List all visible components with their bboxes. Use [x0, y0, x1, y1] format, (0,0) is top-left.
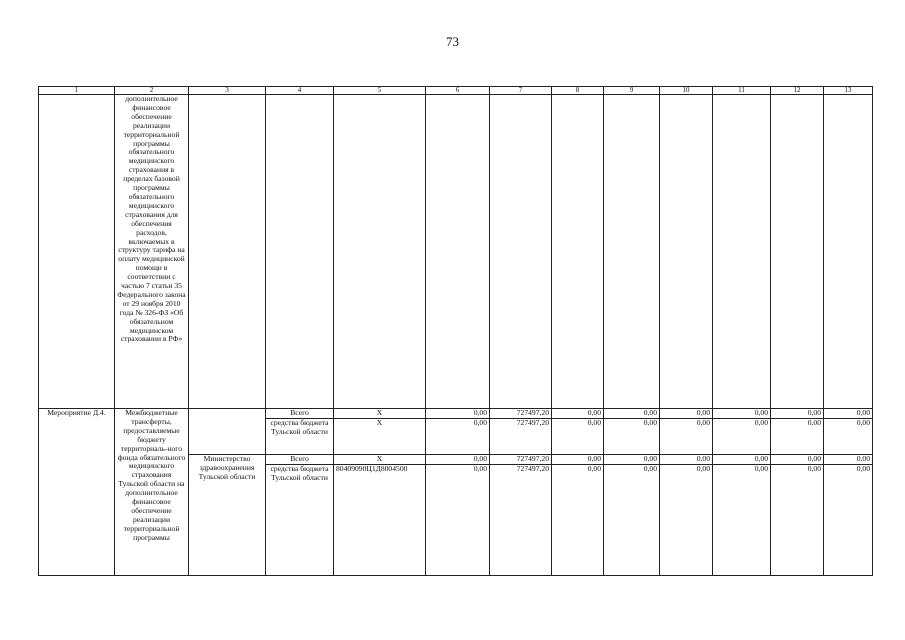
budget-table [38, 86, 873, 576]
value-cell: 0,00 [552, 419, 604, 455]
table-cell [39, 95, 115, 409]
code-cell: X [334, 409, 426, 419]
table-cell [771, 95, 824, 409]
column-header: 13 [824, 87, 873, 95]
column-header: 12 [771, 87, 824, 95]
column-header: 4 [266, 87, 334, 95]
column-header: 3 [189, 87, 266, 95]
value-cell: 0,00 [771, 455, 824, 465]
value-cell: 0,00 [660, 409, 713, 419]
code-cell: X [334, 455, 426, 465]
value-cell: 727497,20 [490, 419, 552, 455]
source-cell: Всего [266, 455, 334, 465]
table-row [39, 409, 873, 419]
column-header: 7 [490, 87, 552, 95]
value-cell: 0,00 [771, 465, 824, 576]
executor-cell [189, 409, 266, 455]
value-cell: 0,00 [604, 465, 660, 576]
value-cell: 727497,20 [490, 465, 552, 576]
page-number: 73 [446, 34, 459, 49]
value-cell: 0,00 [604, 455, 660, 465]
value-cell: 0,00 [824, 409, 873, 419]
column-header: 10 [660, 87, 713, 95]
source-cell: Всего [266, 409, 334, 419]
value-cell: 0,00 [713, 465, 771, 576]
value-cell: 0,00 [824, 465, 873, 576]
column-header: 1 [39, 87, 115, 95]
value-cell: 0,00 [713, 409, 771, 419]
column-header: 9 [604, 87, 660, 95]
value-cell: 0,00 [604, 409, 660, 419]
continuation-row [39, 95, 873, 409]
value-cell: 0,00 [604, 419, 660, 455]
value-cell: 0,00 [660, 419, 713, 455]
table-cell [604, 95, 660, 409]
table-cell [426, 95, 490, 409]
value-cell: 0,00 [660, 465, 713, 576]
measure-description: Межбюджетные трансферты, предоставляемые бюджету территориаль-ного фонда обязательного медицинского страхования Тульской области на дополнительное финансовое обеспечение реализации территориальной программы [115, 409, 189, 576]
value-cell: 0,00 [771, 419, 824, 455]
column-header: 5 [334, 87, 426, 95]
table-cell [490, 95, 552, 409]
value-cell: 727497,20 [490, 409, 552, 419]
column-header: 2 [115, 87, 189, 95]
value-cell: 0,00 [824, 455, 873, 465]
table-cell [334, 95, 426, 409]
table-cell [552, 95, 604, 409]
value-cell: 0,00 [552, 465, 604, 576]
value-cell: 0,00 [824, 419, 873, 455]
value-cell: 0,00 [713, 419, 771, 455]
table-cell [189, 95, 266, 409]
value-cell: 0,00 [771, 409, 824, 419]
code-cell: 80409090Ц1Д8004500 [334, 465, 426, 576]
column-header: 11 [713, 87, 771, 95]
value-cell: 0,00 [426, 409, 490, 419]
value-cell: 0,00 [552, 409, 604, 419]
value-cell: 0,00 [426, 419, 490, 455]
column-header: 6 [426, 87, 490, 95]
value-cell: 0,00 [552, 455, 604, 465]
code-cell: X [334, 419, 426, 455]
value-cell: 0,00 [713, 455, 771, 465]
source-cell: средства бюджета Тульской области [266, 465, 334, 576]
value-cell: 0,00 [426, 455, 490, 465]
table-cell [713, 95, 771, 409]
source-cell: средства бюджета Тульской области [266, 419, 334, 455]
table-cell [824, 95, 873, 409]
continuation-description: дополнительное финансовое обеспечение реализации территориальной программы обязательного медицинского страхования в пределах базовой программы обязательного медицинского страхования для обеспечения расходов, включаемых в структуру тарифа на оплату медицинской помощи в соответствии с частью 7 статьи 35 Федерального закона от 29 ноября 2010 года № 326-ФЗ «Об обязательном медицинском страховании в РФ» [115, 95, 189, 409]
table-cell [266, 95, 334, 409]
header-row [39, 87, 873, 95]
column-header: 8 [552, 87, 604, 95]
value-cell: 0,00 [660, 455, 713, 465]
value-cell: 0,00 [426, 465, 490, 576]
value-cell: 727497,20 [490, 455, 552, 465]
table-cell [660, 95, 713, 409]
executor-cell: Министерство здравоохранения Тульской области [189, 455, 266, 576]
measure-name: Мероприятие Д.4. [39, 409, 115, 576]
